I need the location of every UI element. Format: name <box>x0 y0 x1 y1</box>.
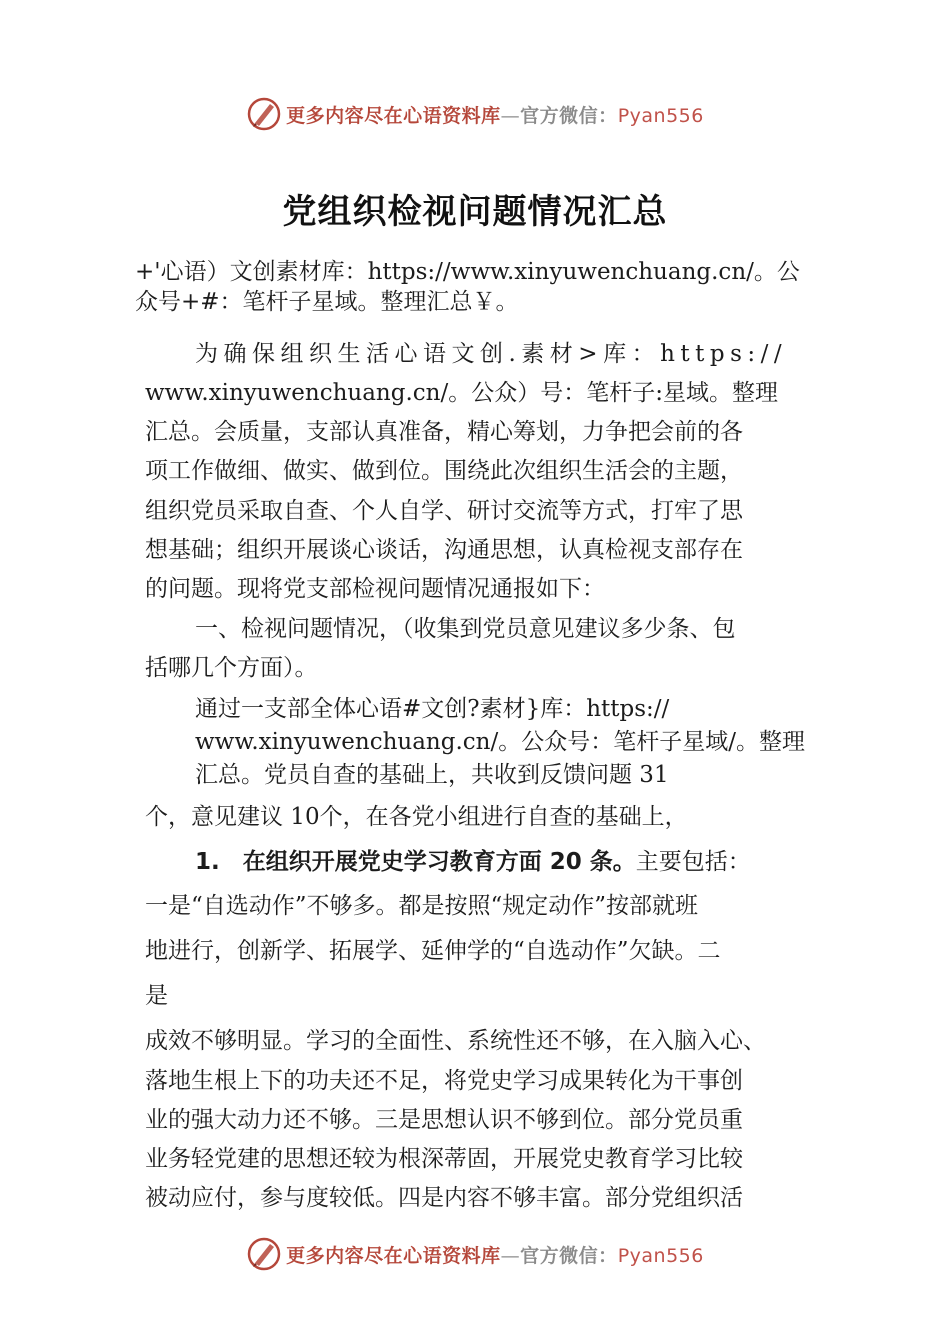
body-line-3: 为确保组织生活心语文创.素材>库：https:// <box>195 341 788 367</box>
pen-logo-icon <box>246 1236 282 1272</box>
body-line-4: www.xinyuwenchuang.cn/。公众）号：笔杆子:星域。整理 <box>145 380 778 406</box>
body-line-21: 落地生根上下的功夫还不足，将党史学习成果转化为干事创 <box>145 1068 743 1094</box>
body-line-2: 众号+#：笔杆子星域。整理汇总￥。 <box>135 289 519 315</box>
body-line-8: 想基础；组织开展谈心谈话，沟通思想，认真检视支部存在 <box>145 537 743 563</box>
body-line-23: 业务轻党建的思想还较为根深蒂固，开展党史教育学习比较 <box>145 1146 743 1172</box>
banner-official-label: 官方微信： <box>520 104 618 127</box>
body-line-15: 个，意见建议 10个，在各党小组进行自查的基础上， <box>145 804 688 830</box>
body-line-14: 汇总。党员自查的基础上，共收到反馈问题 31 <box>195 762 669 788</box>
banner-slogan: 更多内容尽在心语资料库 <box>286 1244 501 1267</box>
banner-wechat-id: Pyan556 <box>617 104 704 127</box>
banner-dash: — <box>500 104 521 127</box>
body-line-20: 成效不够明显。学习的全面性、系统性还不够，在入脑入心、 <box>145 1028 766 1054</box>
header-banner <box>0 94 950 134</box>
body-line-5: 汇总。会质量，支部认真准备，精心筹划，力争把会前的各 <box>145 419 743 445</box>
body-line-13: www.xinyuwenchuang.cn/。公众号：笔杆子星域/。整理 <box>195 729 805 755</box>
body-line-9: 的问题。现将党支部检视问题情况通报如下： <box>145 576 605 602</box>
footer-banner <box>0 1234 950 1274</box>
pen-logo-icon <box>246 96 282 132</box>
banner-wechat-id: Pyan556 <box>617 1244 704 1267</box>
subheading-line <box>195 843 751 876</box>
subheading-bold: 1. 在组织开展党史学习教育方面 20 条。 <box>195 849 636 875</box>
body-line-24: 被动应付，参与度较低。四是内容不够丰富。部分党组织活 <box>145 1185 743 1211</box>
body-line-12: 通过一支部全体心语#文创?素材}库：https:// <box>195 696 670 722</box>
section-heading-line-2: 括哪几个方面）。 <box>145 655 318 681</box>
body-line-22: 业的强大动力还不够。三是思想认识不够到位。部分党员重 <box>145 1107 743 1133</box>
subheading-tail: 主要包括： <box>635 849 751 875</box>
banner-dash: — <box>500 1244 521 1267</box>
body-line-7: 组织党员采取自查、个人自学、研讨交流等方式，打牢了思 <box>145 498 743 524</box>
body-line-17: 一是“自选动作”不够多。都是按照“规定动作”按部就班 <box>145 893 699 919</box>
body-line-6: 项工作做细、做实、做到位。围绕此次组织生活会的主题， <box>145 458 743 484</box>
section-heading-line-1: 一、检视问题情况，（收集到党员意见建议多少条、包 <box>195 616 736 642</box>
body-line-18: 地进行，创新学、拓展学、延伸学的“自选动作”欠缺。二 <box>145 938 721 964</box>
body-line-19: 是 <box>145 983 168 1009</box>
document-title: 党组织检视问题情况汇总 <box>282 192 668 232</box>
banner-slogan: 更多内容尽在心语资料库 <box>286 104 501 127</box>
banner-official-label: 官方微信： <box>520 1244 618 1267</box>
body-line-1: +'心语）文创素材库：https://www.xinyuwenchuang.cn/。公 <box>135 259 800 285</box>
